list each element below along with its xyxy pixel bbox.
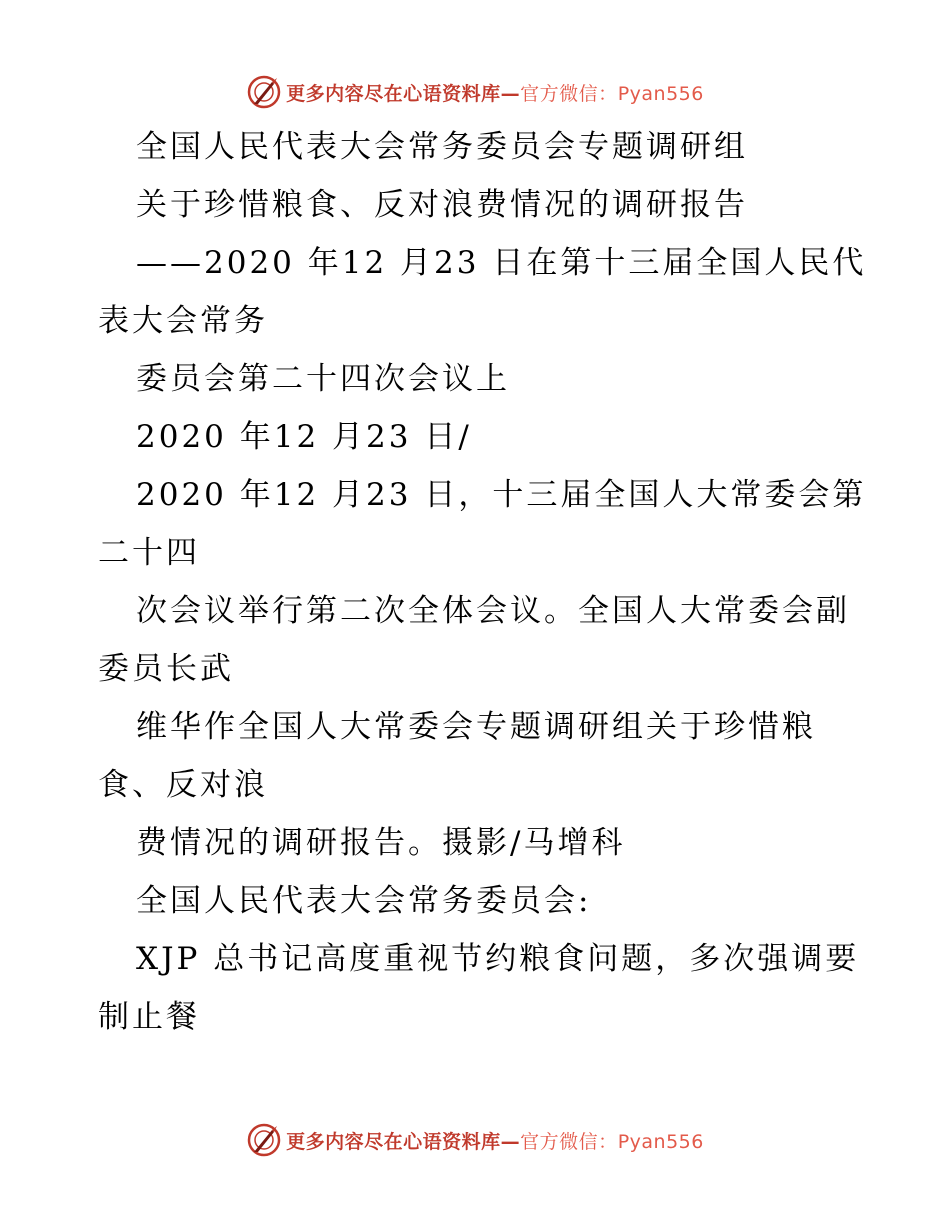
doc-line: 委员长武 bbox=[98, 651, 234, 687]
doc-line: 费情况的调研报告。摄影/马增科 bbox=[136, 825, 626, 861]
doc-line: ——2020 年12 月23 日在第十三届全国人民代 bbox=[136, 245, 867, 281]
quill-pen-logo-icon bbox=[246, 1122, 282, 1158]
doc-line: XJP 总书记高度重视节约粮食问题，多次强调要 bbox=[136, 941, 860, 977]
doc-line: 制止餐 bbox=[98, 999, 200, 1035]
document-body bbox=[98, 118, 867, 1046]
doc-line: 全国人民代表大会常务委员会专题调研组 bbox=[136, 129, 748, 165]
doc-line: 2020 年12 月23 日/ bbox=[136, 419, 472, 455]
doc-line: 全国人民代表大会常务委员会: bbox=[136, 883, 592, 919]
footer-banner bbox=[0, 1118, 950, 1162]
doc-line: 食、反对浪 bbox=[98, 767, 268, 803]
banner-text: 更多内容尽在心语资料库—官方微信：Pyan556 bbox=[286, 1130, 704, 1153]
quill-pen-logo-icon bbox=[246, 74, 282, 110]
doc-line: 表大会常务 bbox=[98, 303, 268, 339]
doc-line: 次会议举行第二次全体会议。全国人大常委会副 bbox=[136, 593, 850, 629]
doc-line: 关于珍惜粮食、反对浪费情况的调研报告 bbox=[136, 187, 748, 223]
banner-text: 更多内容尽在心语资料库—官方微信：Pyan556 bbox=[286, 82, 704, 105]
doc-line: 2020 年12 月23 日，十三届全国人大常委会第 bbox=[136, 477, 867, 513]
doc-line: 维华作全国人大常委会专题调研组关于珍惜粮 bbox=[136, 709, 816, 745]
doc-line: 二十四 bbox=[98, 535, 200, 571]
doc-line: 委员会第二十四次会议上 bbox=[136, 361, 510, 397]
header-banner bbox=[0, 70, 950, 114]
